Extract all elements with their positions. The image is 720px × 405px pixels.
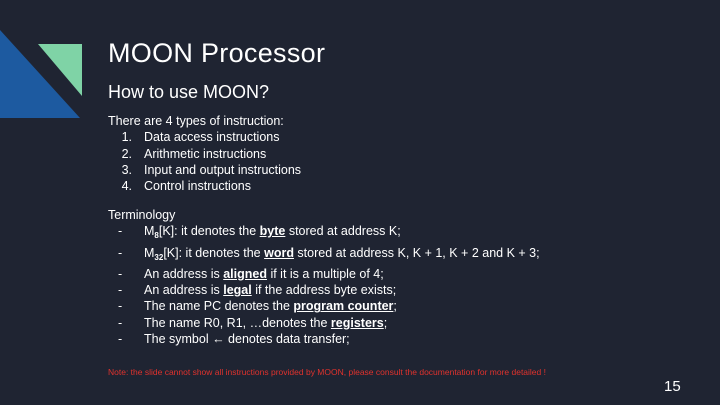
instruction-types-list bbox=[108, 129, 301, 194]
slide-subtitle: How to use MOON? bbox=[108, 82, 270, 102]
list-item: 1. Data access instructions bbox=[121, 130, 280, 145]
footnote: Note: the slide cannot show all instructions provided by MOON, please consult the documentation for more detailed ! bbox=[108, 367, 546, 377]
corner-decoration bbox=[0, 0, 90, 140]
intro-text: There are 4 types of instruction: bbox=[108, 114, 284, 128]
list-item: - The name PC denotes the program counter; bbox=[118, 299, 397, 314]
terminology-list bbox=[108, 223, 540, 347]
list-item: - The symbol ← denotes data transfer; bbox=[118, 332, 350, 347]
terminology-heading: Terminology bbox=[108, 208, 176, 222]
list-item: - $M_{32}[K]$: it denotes the word stored at address K, K + 1, K + 2 and K + 3; bbox=[118, 245, 540, 262]
list-item: - An address is legal if the address byte exists; bbox=[118, 283, 397, 298]
list-item: - The name R0, R1, …denotes the registers; bbox=[118, 315, 388, 330]
list-item: - $M_8[K]$: it denotes the byte stored at address K; bbox=[118, 224, 401, 241]
list-item: 3. Input and output instructions bbox=[121, 162, 302, 177]
list-item: - An address is aligned if it is a multiple of 4; bbox=[118, 266, 384, 281]
list-item: 4. Control instructions bbox=[121, 179, 251, 194]
page-number: 15 bbox=[664, 378, 681, 395]
terminology-block bbox=[108, 207, 540, 347]
instruction-types-block bbox=[108, 113, 301, 194]
list-item: 2. Arithmetic instructions bbox=[121, 146, 267, 161]
slide-title: MOON Processor bbox=[108, 38, 326, 68]
